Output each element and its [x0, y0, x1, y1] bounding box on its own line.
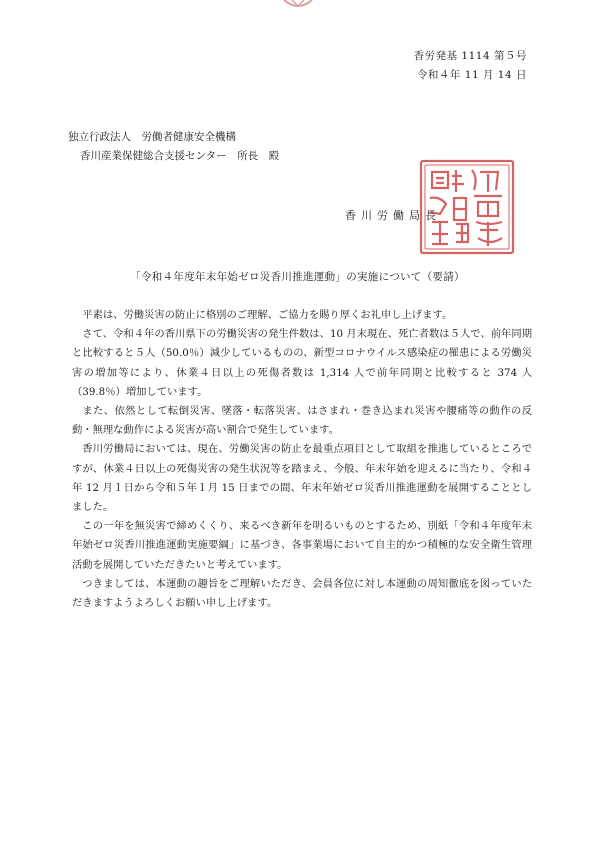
addressee-block [68, 128, 279, 166]
body-paragraph: さて、令和４年の香川県下の労働災害の発生件数は、10 月末現在、死亡者数は５人で、前年同期と比較すると５人（50.0％）減少しているものの、新型コロナウイルス感染症の罹患による労働災害の増加等により、休業４日以上の死傷者数は 1,314 人で前年同期と比較すると 374 人（39.8％）増加しています。 [72, 328, 532, 398]
body-paragraph: 香川労働局においては、現在、労働災害の防止を最重点項目として取組を推進しているところですが、休業４日以上の死傷災害の発生状況等を踏まえ、今般、年末年始を迎えるに当たり、令和４年 12 月１日から令和５年１月 15 日までの間、年末年始ゼロ災香川推進運動を展開することとしました。 [72, 443, 532, 514]
official-seal-stamp [418, 158, 516, 256]
body-paragraph: つきましては、本運動の趣旨をご理解いただき、会員各位に対し本運動の周知徹底を図っていただきますようよろしくお願い申し上げます。 [72, 577, 532, 610]
document-body [72, 306, 532, 613]
reference-number: 香労発基 1114 第５号 [413, 50, 527, 62]
addressee-recipient: 香川産業保健総合支援センター 所長 殿 [80, 150, 280, 162]
sender-name: 香川労働局長 [345, 209, 441, 222]
body-paragraph: また、依然として転倒災害、墜落・転落災害、はさまれ・巻き込まれ災害や腰痛等の動作の反動・無理な動作による災害が高い割合で発生しています。 [72, 405, 532, 437]
addressee-organization: 独立行政法人 労働者健康安全機構 [68, 131, 236, 143]
body-paragraph: この一年を無災害で締めくくり、来るべき新年を明るいものとするため、別紙「令和４年度年末年始ゼロ災香川推進運動実施要綱」に基づき、各事業場において自主的かつ積極的な安全衛生管理活動を展開していただきたいと考えています。 [72, 520, 532, 571]
document-date: 令和４年 11 月 14 日 [416, 69, 527, 81]
document-title: 「令和４年度年末年始ゼロ災香川推進運動」の実施について（要請） [130, 271, 465, 283]
body-paragraph: 平素は、労働災害の防止に格別のご理解、ご協力を賜り厚くお礼申し上げます。 [82, 309, 453, 321]
document-header-ref [414, 47, 527, 85]
partial-stamp-mark [278, 0, 318, 12]
